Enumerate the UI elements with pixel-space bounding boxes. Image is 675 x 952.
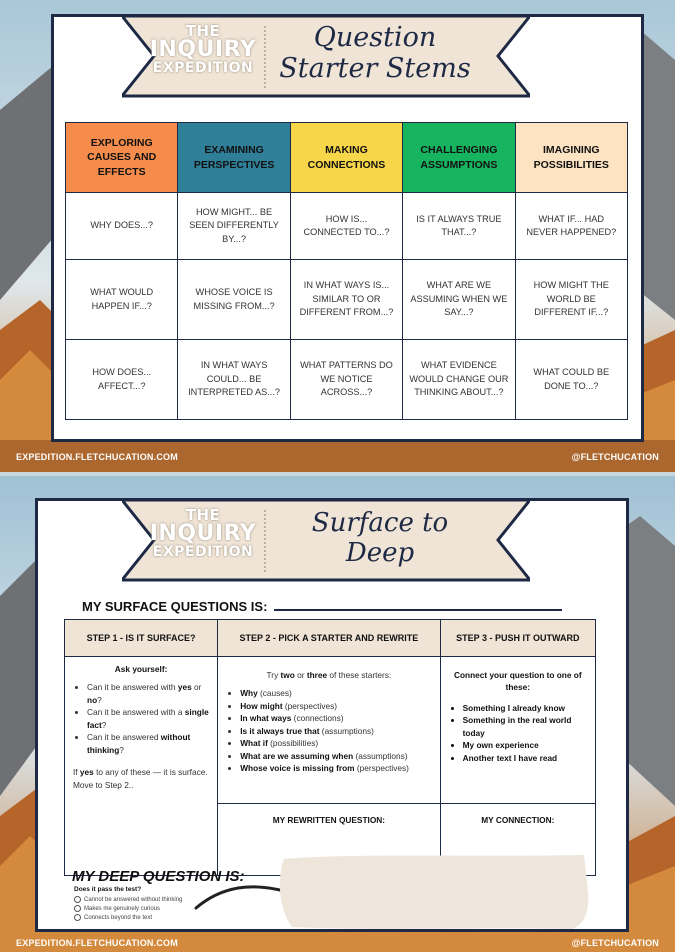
- inquiry-expedition-logo: THE INQUIRY EXPEDITION: [149, 22, 257, 76]
- list-item: • Can it be answered with a single fact?: [87, 706, 209, 731]
- list-item: • What if (possibilities): [240, 737, 431, 749]
- checkbox-circle-icon[interactable]: [74, 914, 81, 921]
- step1-cell: [65, 657, 218, 876]
- connection-label: MY CONNECTION:: [481, 814, 555, 825]
- list-item: • Whose voice is missing from (perspectives): [240, 762, 431, 774]
- steps-header-row: [65, 620, 596, 657]
- table-cell: WHY DOES...?: [66, 193, 178, 260]
- table-cell: WHOSE VOICE IS MISSING FROM...?: [178, 260, 290, 340]
- step3-cell: [440, 657, 595, 804]
- checklist-item[interactable]: Makes me genuinely curious: [74, 905, 182, 914]
- checklist-item[interactable]: Cannot be answered without thinking: [74, 896, 182, 905]
- list-item: • Something in the real world today: [463, 714, 587, 739]
- table-cell: HOW DOES... AFFECT...?: [66, 340, 178, 420]
- step2-header: STEP 2 - PICK A STARTER AND REWRITE: [218, 620, 440, 657]
- list-item: • Can it be answered without thinking?: [87, 731, 209, 756]
- steps-table: [64, 619, 596, 876]
- deep-question-label: MY DEEP QUESTION IS:: [72, 868, 245, 885]
- page-title: Question Starter Stems: [279, 22, 471, 84]
- list-item: • Is it always true that (assumptions): [240, 725, 431, 737]
- step3-list: [449, 702, 587, 764]
- step1-list: [73, 681, 209, 756]
- deep-question-answer-box[interactable]: [272, 851, 592, 931]
- list-item: • What are we assuming when (assumptions): [240, 750, 431, 762]
- page-surface-to-deep: [0, 476, 675, 952]
- table-cell: HOW IS... CONNECTED TO...?: [290, 193, 402, 260]
- list-item: • My own experience: [463, 739, 587, 751]
- list-item: • Why (causes): [240, 687, 431, 699]
- footer-website: EXPEDITION.FLETCHUCATION.COM: [16, 452, 178, 462]
- table-cell: WHAT WOULD HAPPEN IF...?: [66, 260, 178, 340]
- table-cell: WHAT ARE WE ASSUMING WHEN WE SAY...?: [403, 260, 515, 340]
- steps-body-row: [65, 657, 596, 804]
- inquiry-expedition-logo: THE INQUIRY EXPEDITION: [149, 506, 257, 560]
- page-title: Surface to Deep: [311, 508, 449, 568]
- table-cell: WHAT IF... HAD NEVER HAPPENED?: [515, 193, 627, 260]
- column-header: IMAGINING POSSIBILITIES: [515, 123, 627, 193]
- column-header: EXPLORING CAUSES AND EFFECTS: [66, 123, 178, 193]
- step2-list: [226, 687, 431, 774]
- rewritten-question-label: MY REWRITTEN QUESTION:: [272, 814, 386, 825]
- table-row: [66, 193, 628, 260]
- table-cell: WHAT PATTERNS DO WE NOTICE ACROSS...?: [290, 340, 402, 420]
- surface-question-label: MY SURFACE QUESTIONS IS:: [82, 599, 268, 614]
- table-cell: WHAT COULD BE DONE TO...?: [515, 340, 627, 420]
- question-stems-table: [65, 122, 628, 420]
- step3-header: STEP 3 - PUSH IT OUTWARD: [440, 620, 595, 657]
- step1-outro: If yes to any of these — it is surface. Move to Step 2..: [73, 767, 208, 790]
- table-cell: IN WHAT WAYS IS... SIMILAR TO OR DIFFERENT FROM...?: [290, 260, 402, 340]
- table-row: [66, 340, 628, 420]
- footer-website: EXPEDITION.FLETCHUCATION.COM: [16, 938, 178, 948]
- table-header-row: [66, 123, 628, 193]
- checklist-item[interactable]: Connects beyond the text: [74, 914, 182, 923]
- test-label: Does it pass the test?: [74, 886, 142, 893]
- checkbox-circle-icon[interactable]: [74, 896, 81, 903]
- list-item: • Another text I have read: [463, 752, 587, 764]
- footer-handle: @FLETCHUCATION: [571, 452, 659, 462]
- table-cell: IN WHAT WAYS COULD... BE INTERPRETED AS...?: [178, 340, 290, 420]
- page-question-starter-stems: [0, 0, 675, 472]
- list-item: • In what ways (connections): [240, 712, 431, 724]
- column-header: EXAMINING PERSPECTIVES: [178, 123, 290, 193]
- table-cell: HOW MIGHT THE WORLD BE DIFFERENT IF...?: [515, 260, 627, 340]
- column-header: MAKING CONNECTIONS: [290, 123, 402, 193]
- test-checklist: [74, 896, 182, 923]
- table-cell: IS IT ALWAYS TRUE THAT...?: [403, 193, 515, 260]
- table-cell: HOW MIGHT... BE SEEN DIFFERENTLY BY...?: [178, 193, 290, 260]
- step1-header: STEP 1 - IS IT SURFACE?: [65, 620, 218, 657]
- checkbox-circle-icon[interactable]: [74, 905, 81, 912]
- column-header: CHALLENGING ASSUMPTIONS: [403, 123, 515, 193]
- surface-question-line[interactable]: [274, 609, 562, 611]
- step2-intro: Try two or three of these starters:: [266, 670, 392, 680]
- list-item: • Can it be answered with yes or no?: [87, 681, 209, 706]
- list-item: • Something I already know: [463, 702, 587, 714]
- step1-intro: Ask yourself:: [114, 664, 168, 674]
- table-row: [66, 260, 628, 340]
- step2-cell: [218, 657, 440, 804]
- list-item: • How might (perspectives): [240, 700, 431, 712]
- footer-handle: @FLETCHUCATION: [571, 938, 659, 948]
- table-cell: WHAT EVIDENCE WOULD CHANGE OUR THINKING ABOUT...?: [403, 340, 515, 420]
- step3-intro: Connect your question to one of these:: [453, 670, 582, 693]
